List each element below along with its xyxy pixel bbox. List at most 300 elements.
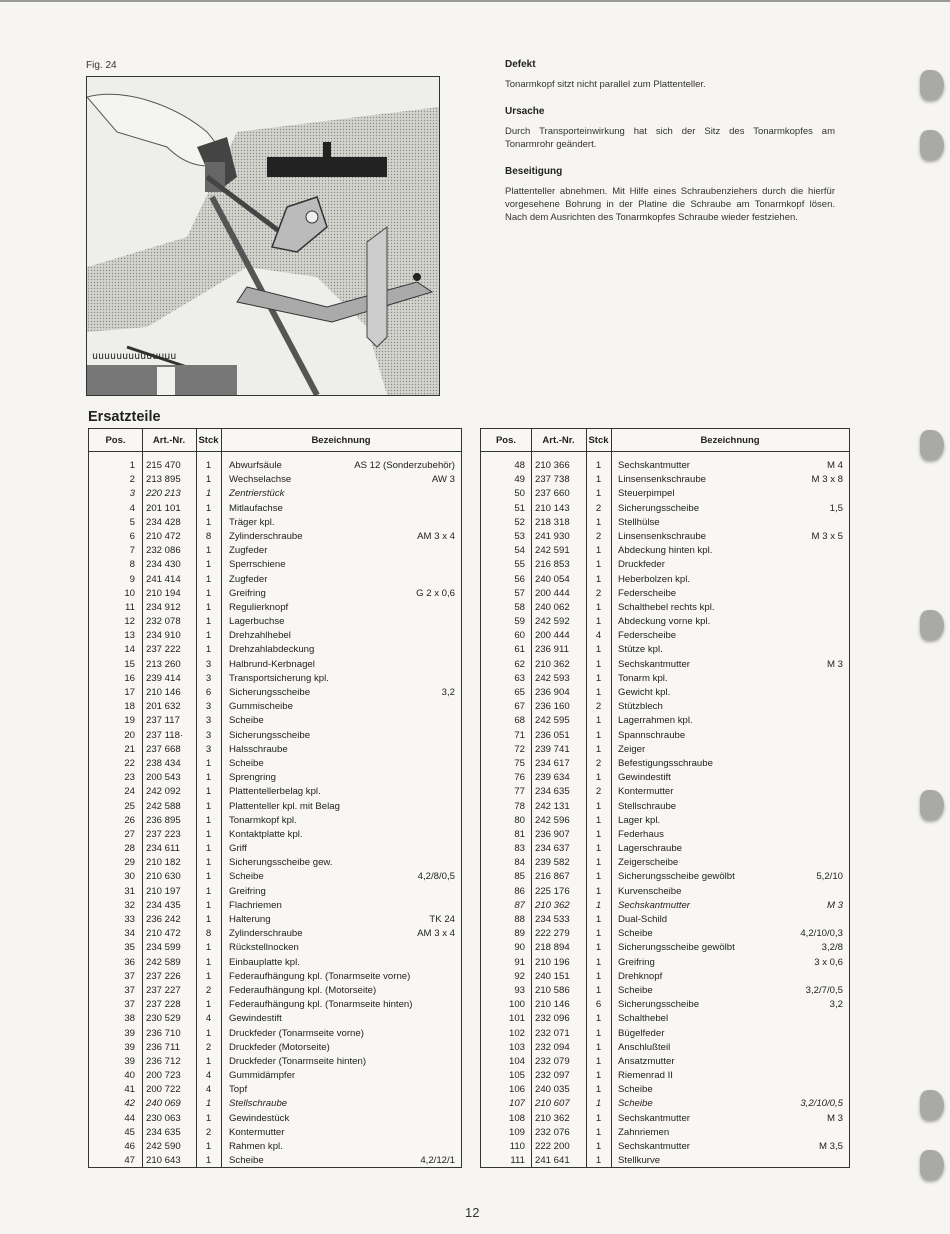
beseitigung-text: Plattenteller abnehmen. Mit Hilfe eines Schraubenziehers durch die hierfür vorgesehene Bohrung in der Platine die Schraube am Tonarmkopf lösen. Nach dem Ausrichten des Tonarmkopfes Schraube wieder festziehen. [505, 186, 835, 223]
table-row [481, 956, 849, 970]
cell-art: 237 228 [146, 999, 181, 1011]
table-row [89, 956, 461, 970]
table-row [481, 1027, 849, 1041]
cell-art: 232 076 [535, 1126, 570, 1138]
cell-desc: Zylinderschraube [229, 530, 303, 542]
cell-art: 237 660 [535, 488, 570, 500]
cell-desc: Stellschraube [618, 800, 677, 812]
cell-pos: 40 [124, 1070, 135, 1082]
cell-art: 237 227 [146, 984, 181, 996]
cell-qty: 3 [205, 715, 212, 727]
cell-pos: 15 [124, 658, 135, 670]
binder-hole-marker [920, 130, 944, 160]
table-row [89, 643, 461, 657]
cell-pos: 57 [514, 587, 525, 599]
cell-pos: 20 [124, 729, 135, 741]
cell-art: 232 079 [535, 1055, 570, 1067]
table-row [481, 743, 849, 757]
cell-art: 234 637 [535, 843, 570, 855]
cell-pos: 75 [514, 757, 525, 769]
cell-desc: Befestigungsschraube [618, 757, 713, 769]
cell-art: 240 151 [535, 970, 570, 982]
header-desc: Bezeichnung [700, 435, 760, 446]
rows-left [89, 459, 461, 1168]
cell-desc: Anschlußteil [618, 1041, 671, 1053]
cell-spec: AM 3 x 4 [417, 928, 455, 940]
cell-pos: 50 [514, 488, 525, 500]
parts-table-right [480, 428, 850, 1168]
table-row [89, 544, 461, 558]
cell-pos: 47 [124, 1155, 135, 1167]
cell-qty: 1 [595, 644, 602, 656]
cell-art: 242 092 [146, 786, 181, 798]
cell-pos: 44 [124, 1112, 135, 1124]
cell-spec: M 3 x 8 [811, 474, 843, 486]
cell-pos: 53 [514, 530, 525, 542]
table-row [89, 1027, 461, 1041]
cell-qty: 2 [595, 587, 602, 599]
table-row [481, 1140, 849, 1154]
cell-desc: Zahnriemen [618, 1126, 670, 1138]
cell-pos: 87 [514, 899, 525, 911]
cell-art: 213 895 [146, 474, 181, 486]
cell-desc: Druckfeder (Tonarmseite hinten) [229, 1055, 367, 1067]
cell-qty: 1 [595, 687, 602, 698]
cell-art: 240 062 [535, 601, 570, 613]
cell-qty: 1 [205, 559, 212, 571]
cell-pos: 11 [125, 601, 135, 613]
cell-spec: 5,2/10 [816, 871, 843, 883]
cell-spec: AS 12 (Sonderzubehör) [354, 460, 455, 471]
table-row [89, 473, 461, 487]
cell-art: 210 607 [535, 1098, 570, 1110]
cell-qty: 1 [205, 999, 212, 1011]
cell-desc: Gummidämpfer [229, 1070, 296, 1082]
cell-qty: 1 [205, 772, 212, 784]
cell-art: 234 912 [146, 601, 181, 613]
cell-qty: 1 [595, 460, 602, 471]
cell-qty: 1 [595, 928, 602, 940]
cell-pos: 19 [124, 715, 135, 727]
cell-pos: 55 [514, 559, 525, 571]
table-row [89, 487, 461, 501]
cell-desc: Ansatzmutter [618, 1055, 675, 1067]
cell-pos: 77 [514, 786, 525, 798]
header-pos: Pos. [105, 435, 126, 446]
cell-desc: Druckfeder (Motorseite) [229, 1041, 330, 1053]
ursache-text: Durch Transporteinwirkung hat sich der Sitz des Tonarmkopfes am Tonarmrohr geändert. [505, 126, 835, 150]
cell-desc: Federhaus [618, 828, 664, 840]
cell-spec: 4,2/8/0,5 [417, 871, 455, 883]
cell-desc: Halsschraube [229, 743, 288, 755]
cell-spec: M 3 x 5 [811, 530, 843, 542]
table-row [89, 941, 461, 955]
cell-art: 230 529 [146, 1013, 181, 1025]
cell-qty: 1 [205, 871, 212, 883]
cell-desc: Zugfeder [229, 545, 268, 557]
cell-qty: 3 [205, 658, 212, 670]
cell-pos: 101 [508, 1013, 525, 1025]
defect-description [505, 58, 835, 238]
cell-pos: 22 [124, 757, 135, 769]
table-row [89, 984, 461, 998]
cell-art: 201 632 [146, 701, 181, 713]
cell-art: 210 143 [535, 502, 570, 514]
cell-qty: 1 [205, 502, 212, 514]
cell-qty: 1 [595, 672, 602, 684]
beseitigung-heading: Beseitigung [505, 166, 563, 177]
cell-art: 237 738 [535, 474, 570, 486]
cell-art: 241 930 [535, 530, 570, 542]
table-row [481, 941, 849, 955]
cell-pos: 83 [514, 843, 525, 855]
table-row [481, 643, 849, 657]
cell-art: 232 071 [535, 1027, 570, 1039]
cell-desc: Greifring [618, 956, 655, 968]
cell-pos: 17 [124, 687, 135, 698]
header-art: Art.-Nr. [542, 435, 575, 446]
table-row [481, 544, 849, 558]
table-row [89, 1041, 461, 1055]
cell-qty: 1 [205, 1027, 212, 1039]
cell-art: 200 722 [146, 1084, 181, 1096]
cell-desc: Plattentellerbelag kpl. [229, 786, 321, 798]
cell-art: 236 242 [146, 914, 181, 925]
cell-qty: 1 [205, 587, 212, 599]
cell-art: 210 146 [146, 687, 181, 698]
cell-desc: Sicherungsscheibe [229, 729, 311, 741]
cell-art: 234 430 [146, 559, 181, 571]
cell-desc: Lagerrahmen kpl. [618, 715, 693, 727]
cell-desc: Schalthebel rechts kpl. [618, 601, 715, 613]
cell-qty: 1 [595, 1112, 602, 1124]
cell-desc: Druckfeder [618, 559, 665, 571]
cell-pos: 110 [509, 1141, 525, 1152]
cell-desc: Zylinderschraube [229, 928, 303, 940]
cell-qty: 1 [595, 559, 602, 571]
table-row [481, 1083, 849, 1097]
cell-qty: 2 [595, 757, 602, 769]
cell-desc: Sperrschiene [229, 559, 286, 571]
cell-qty: 8 [205, 928, 212, 940]
cell-qty: 1 [595, 474, 602, 486]
cell-desc: Linsensenkschraube [618, 530, 707, 542]
cell-pos: 92 [514, 970, 525, 982]
cell-desc: Federaufhängung kpl. (Tonarmseite vorne) [229, 970, 411, 982]
cell-desc: Scheibe [229, 715, 264, 727]
cell-qty: 1 [595, 885, 602, 897]
rows-right [481, 459, 849, 1168]
cell-art: 236 711 [146, 1041, 180, 1053]
cell-art: 236 712 [146, 1055, 181, 1067]
cell-desc: Federaufhängung kpl. (Motorseite) [229, 984, 377, 996]
table-header [481, 429, 849, 452]
cell-qty: 1 [205, 885, 212, 897]
cell-spec: 1,5 [829, 502, 843, 514]
cell-art: 200 723 [146, 1070, 181, 1082]
cell-qty: 1 [595, 970, 602, 982]
cell-desc: Scheibe [618, 1084, 653, 1096]
cell-desc: Spannschraube [618, 729, 686, 741]
table-row [89, 1012, 461, 1026]
cell-desc: Abdeckung vorne kpl. [618, 616, 711, 628]
cell-pos: 34 [124, 928, 135, 940]
table-row [481, 686, 849, 700]
table-row [89, 502, 461, 516]
cell-qty: 1 [595, 545, 602, 557]
cell-qty: 3 [205, 743, 212, 755]
cell-art: 210 472 [146, 928, 181, 940]
cell-pos: 102 [508, 1027, 525, 1039]
table-row [89, 459, 461, 473]
cell-qty: 1 [595, 772, 602, 784]
cell-pos: 41 [124, 1084, 135, 1096]
cell-art: 210 197 [146, 885, 181, 897]
header-desc: Bezeichnung [311, 435, 371, 446]
table-row [481, 842, 849, 856]
table-row [481, 1055, 849, 1069]
cell-pos: 63 [514, 672, 525, 684]
cell-art: 234 599 [146, 942, 181, 954]
cell-desc: Lagerschraube [618, 843, 683, 855]
cell-pos: 76 [514, 772, 525, 784]
table-row [89, 672, 461, 686]
table-row [89, 1154, 461, 1168]
cell-art: 210 196 [535, 956, 570, 968]
table-row [89, 1126, 461, 1140]
cell-desc: Greifring [229, 587, 266, 599]
cell-art: 239 634 [535, 772, 570, 784]
cell-qty: 1 [595, 658, 602, 670]
cell-art: 232 078 [146, 616, 181, 628]
table-row [89, 729, 461, 743]
cell-qty: 1 [205, 1155, 212, 1167]
cell-desc: Stütze kpl. [618, 644, 663, 656]
table-row [89, 842, 461, 856]
cell-qty: 1 [595, 616, 602, 628]
cell-art: 234 635 [535, 786, 570, 798]
cell-pos: 5 [129, 516, 135, 528]
cell-pos: 25 [124, 800, 135, 812]
cell-pos: 72 [514, 743, 525, 755]
table-row [481, 785, 849, 799]
cell-desc: Sicherungsscheibe gew. [229, 857, 333, 869]
cell-desc: Zeigerscheibe [618, 857, 679, 869]
cell-desc: Scheibe [229, 757, 264, 769]
cell-desc: Einbauplatte kpl. [229, 956, 300, 968]
cell-art: 234 617 [535, 757, 570, 769]
cell-pos: 105 [508, 1070, 525, 1082]
table-row [481, 672, 849, 686]
cell-desc: Sechskantmutter [618, 460, 690, 471]
table-row [89, 885, 461, 899]
cell-qty: 1 [595, 573, 602, 585]
table-row [481, 1097, 849, 1111]
cell-qty: 1 [595, 828, 602, 840]
cell-qty: 1 [205, 616, 212, 628]
cell-art: 242 592 [535, 616, 570, 628]
cell-pos: 60 [514, 630, 525, 642]
cell-art: 240 035 [535, 1084, 570, 1096]
cell-desc: Stellkurve [618, 1155, 661, 1167]
turntable-tonearm-photo [86, 76, 440, 396]
cell-desc: Sechskantmutter [618, 1141, 690, 1152]
defekt-heading: Defekt [505, 59, 536, 70]
cell-desc: Steuerpimpel [618, 488, 675, 500]
table-header [89, 429, 461, 452]
cell-pos: 62 [514, 658, 525, 670]
cell-spec: 3,2/8 [821, 942, 843, 954]
cell-art: 241 414 [146, 573, 181, 585]
cell-art: 242 589 [146, 956, 181, 968]
cell-pos: 33 [124, 914, 135, 925]
cell-art: 242 131 [535, 800, 570, 812]
cell-art: 241 641 [535, 1155, 570, 1167]
cell-art: 210 362 [535, 658, 570, 670]
cell-pos: 61 [514, 644, 525, 656]
cell-desc: Schalthebel [618, 1013, 669, 1025]
cell-art: 210 366 [535, 460, 570, 471]
table-row [89, 828, 461, 842]
table-row [481, 502, 849, 516]
cell-desc: Mitlaufachse [229, 502, 283, 514]
cell-pos: 100 [508, 999, 525, 1011]
binder-hole-marker [920, 790, 944, 820]
cell-desc: Scheibe [229, 871, 264, 883]
cell-spec: M 3 [827, 899, 843, 911]
cell-spec: AM 3 x 4 [417, 530, 455, 542]
binder-hole-marker [920, 610, 944, 640]
table-row [481, 587, 849, 601]
table-row [89, 516, 461, 530]
cell-art: 236 907 [535, 828, 570, 840]
cell-desc: Transportsicherung kpl. [229, 672, 329, 684]
table-row [89, 814, 461, 828]
table-row [89, 970, 461, 984]
cell-pos: 54 [514, 545, 525, 557]
table-row [481, 516, 849, 530]
ursache-heading: Ursache [505, 106, 545, 117]
cell-desc: Kontermutter [229, 1126, 285, 1138]
table-row [481, 1154, 849, 1168]
cell-pos: 31 [124, 885, 135, 897]
cell-qty: 1 [205, 601, 212, 613]
cell-desc: Träger kpl. [229, 516, 275, 528]
cell-pos: 86 [514, 885, 525, 897]
cell-pos: 85 [514, 871, 525, 883]
table-row [89, 757, 461, 771]
table-row [89, 1097, 461, 1111]
cell-spec: G 2 x 0,6 [416, 587, 455, 599]
cell-art: 201 101 [146, 502, 181, 514]
table-row [89, 870, 461, 884]
cell-art: 242 593 [535, 672, 570, 684]
table-row [481, 1012, 849, 1026]
section-title: Ersatzteile [88, 409, 161, 425]
cell-art: 242 591 [535, 545, 570, 557]
cell-desc: Halterung [229, 914, 271, 925]
cell-qty: 1 [595, 843, 602, 855]
cell-art: 237 668 [146, 743, 181, 755]
cell-art: 215 470 [146, 460, 181, 471]
table-row [89, 927, 461, 941]
cell-art: 200 543 [146, 772, 181, 784]
cell-pos: 30 [124, 871, 135, 883]
cell-qty: 1 [595, 942, 602, 954]
table-row [481, 629, 849, 643]
cell-art: 236 160 [535, 701, 570, 713]
cell-desc: Topf [229, 1084, 248, 1096]
table-row [481, 899, 849, 913]
cell-qty: 1 [595, 871, 602, 883]
cell-qty: 1 [595, 729, 602, 741]
cell-qty: 1 [205, 970, 212, 982]
cell-qty: 1 [205, 914, 212, 925]
cell-desc: Abdeckung hinten kpl. [618, 545, 713, 557]
table-row [481, 1041, 849, 1055]
cell-qty: 4 [205, 1070, 212, 1082]
cell-desc: Gewindestück [229, 1112, 290, 1124]
table-row [89, 771, 461, 785]
cell-pos: 90 [514, 942, 525, 954]
cell-qty: 1 [595, 956, 602, 968]
cell-pos: 13 [124, 630, 135, 642]
cell-qty: 1 [595, 1013, 602, 1025]
cell-art: 240 069 [146, 1098, 181, 1110]
table-row [481, 970, 849, 984]
cell-qty: 1 [595, 1055, 602, 1067]
cell-desc: Scheibe [618, 1098, 653, 1110]
cell-art: 234 435 [146, 899, 181, 911]
cell-qty: 1 [205, 828, 212, 840]
binder-hole-marker [920, 1150, 944, 1180]
cell-pos: 106 [508, 1084, 525, 1096]
cell-desc: Plattenteller kpl. mit Belag [229, 800, 340, 812]
cell-art: 222 200 [535, 1141, 570, 1152]
table-row [89, 1069, 461, 1083]
cell-art: 232 097 [535, 1070, 570, 1082]
cell-pos: 35 [124, 942, 135, 954]
table-row [89, 573, 461, 587]
table-row [89, 743, 461, 757]
page-number: 12 [465, 1205, 480, 1220]
cell-art: 237 226 [146, 970, 181, 982]
table-row [481, 729, 849, 743]
cell-pos: 9 [129, 573, 135, 585]
cell-desc: Sprengring [229, 772, 276, 784]
cell-qty: 1 [595, 899, 602, 911]
cell-pos: 67 [514, 701, 525, 713]
cell-pos: 107 [508, 1098, 525, 1110]
cell-pos: 89 [514, 928, 525, 940]
cell-pos: 37 [124, 999, 135, 1011]
cell-spec: AW 3 [431, 474, 455, 486]
table-row [481, 913, 849, 927]
cell-pos: 51 [514, 502, 525, 514]
cell-qty: 1 [595, 743, 602, 755]
cell-art: 218 894 [535, 942, 570, 954]
cell-desc: Federscheibe [618, 630, 677, 642]
table-row [481, 771, 849, 785]
cell-qty: 1 [205, 1098, 212, 1110]
cell-pos: 104 [508, 1055, 525, 1067]
table-row [481, 658, 849, 672]
cell-pos: 93 [514, 984, 525, 996]
cell-art: 210 630 [146, 871, 181, 883]
cell-art: 234 611 [146, 843, 180, 855]
cell-qty: 1 [595, 800, 602, 812]
cell-desc: Sicherungsscheibe [618, 502, 700, 514]
